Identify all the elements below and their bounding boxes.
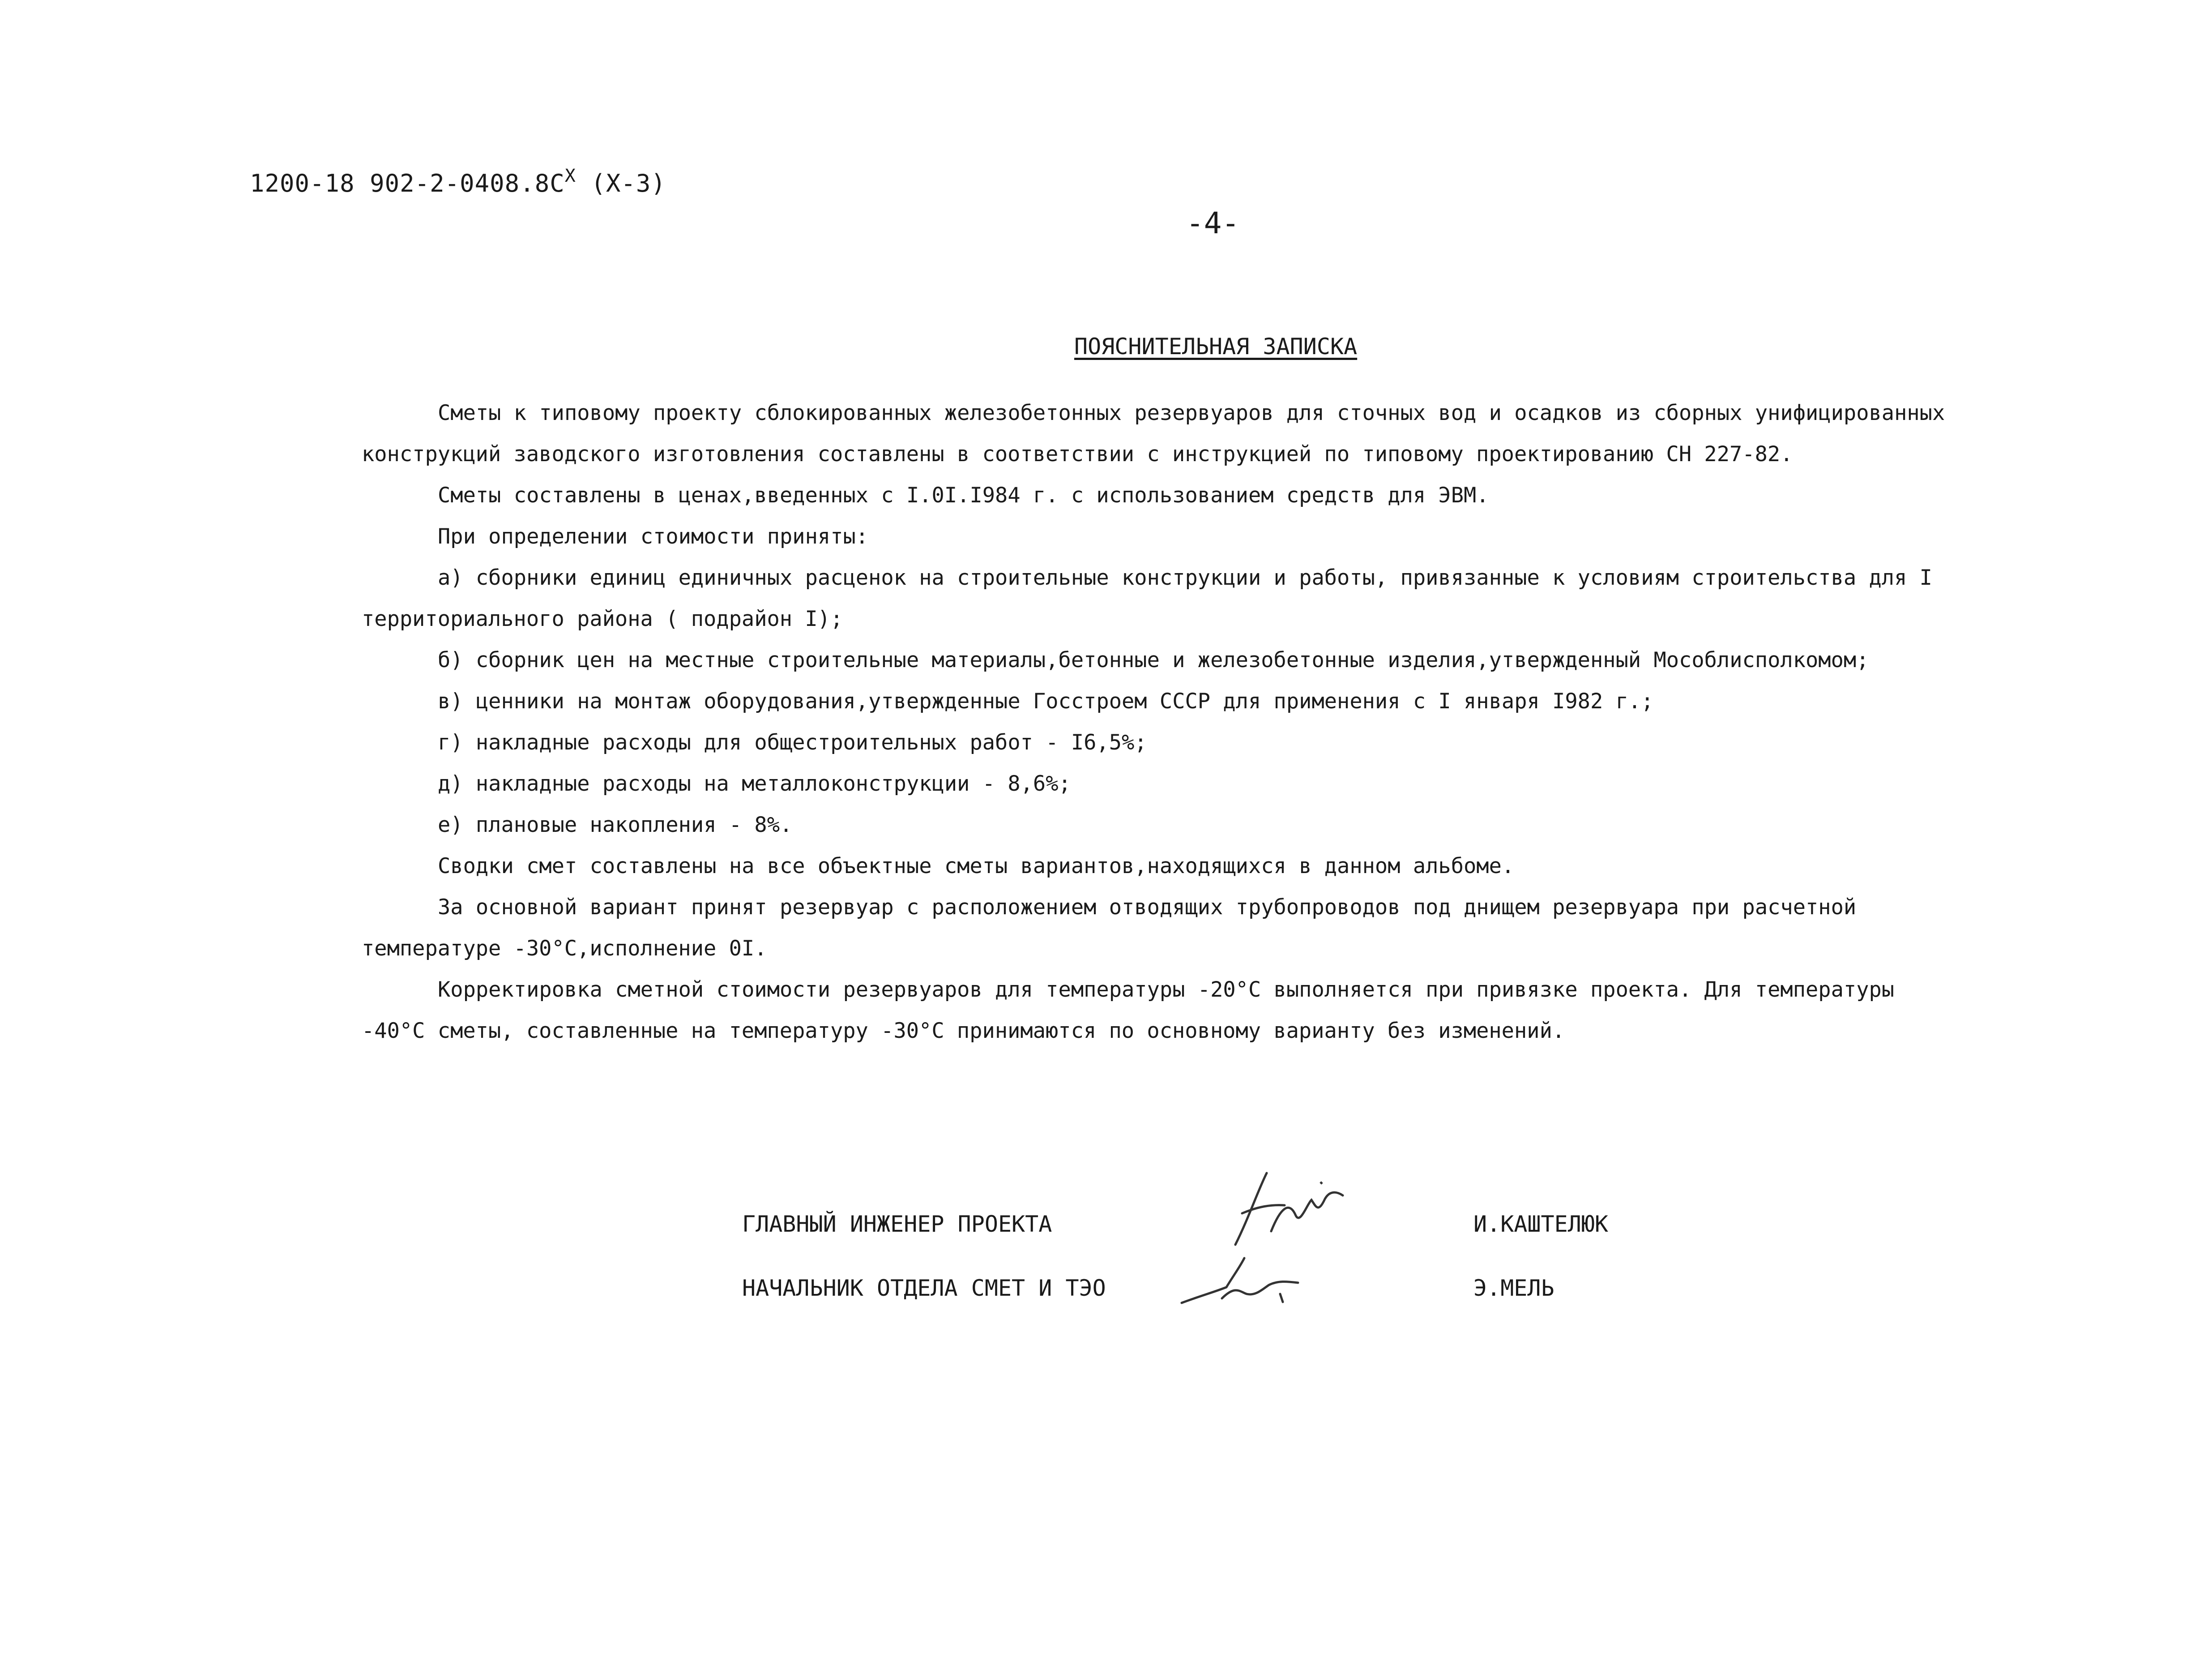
list-item-g: г) накладные расходы для общестроительных работ - I6,5%; [438,730,1147,755]
signature-chief-engineer [1217,1164,1361,1258]
document-code [250,166,666,197]
paragraph-line: -40°С сметы, составленные на температуру -30°С принимаются по основному варианту без изменений. [362,1019,1565,1043]
paragraph-line: Сметы составлены в ценах,введенных с I.0I.I984 г. с использованием средств для ЭВМ. [438,483,1489,508]
list-item-a: а) сборники единиц единичных расценок на строительные конструкции и работы, привязанные к условиям строительства для I [438,565,1932,590]
signature-name-chief-engineer: И.КАШТЕЛЮК [1473,1211,1609,1237]
list-item-v: в) ценники на монтаж оборудования,утвержденные Госстроем СССР для применения с I января I982 г.; [438,689,1654,714]
signature-head-of-estimates [1173,1249,1307,1316]
list-item-e: е) плановые накопления - 8%. [438,813,793,837]
signature-role-head-of-estimates: НАЧАЛЬНИК ОТДЕЛА СМЕТ И ТЭО [742,1275,1106,1301]
paragraph-line: конструкций заводского изготовления составлены в соответствии с инструкцией по типовому проектированию СН 227-82. [362,442,1793,467]
list-item-a-cont: территориального района ( подрайон I); [362,607,843,631]
paragraph-line: За основной вариант принят резервуар с расположением отводящих трубопроводов под днищем резервуара при расчетной [438,895,1857,920]
signature-role-chief-engineer: ГЛАВНЫЙ ИНЖЕНЕР ПРОЕКТА [742,1211,1052,1237]
document-code-main: 1200-18 902-2-0408.8С [250,169,565,197]
paragraph-line: Сметы к типовому проекту сблокированных железобетонных резервуаров для сточных вод и осадков из сборных унифицированных [438,401,1945,425]
paragraph-line: Корректировка сметной стоимости резервуаров для температуры -20°С выполняется при привязке проекта. Для температуры [438,977,1895,1002]
paragraph-line: При определении стоимости приняты: [438,524,869,549]
page-title: ПОЯСНИТЕЛЬНАЯ ЗАПИСКА [1074,334,1358,360]
paragraph-line: температуре -30°С,исполнение 0I. [362,936,767,961]
document-code-sup: Х [564,166,576,186]
list-item-d: д) накладные расходы на металлоконструкции - 8,6%; [438,771,1071,796]
paragraph-line: Сводки смет составлены на все объектные сметы вариантов,находящихся в данном альбоме. [438,854,1515,878]
list-item-b: б) сборник цен на местные строительные материалы,бетонные и железобетонные изделия,утвержденный Мособлисполкомом; [438,648,1869,672]
document-code-suffix: (Х-3) [576,169,666,197]
page-number: -4- [1186,206,1240,240]
signature-name-head-of-estimates: Э.МЕЛЬ [1473,1275,1554,1301]
